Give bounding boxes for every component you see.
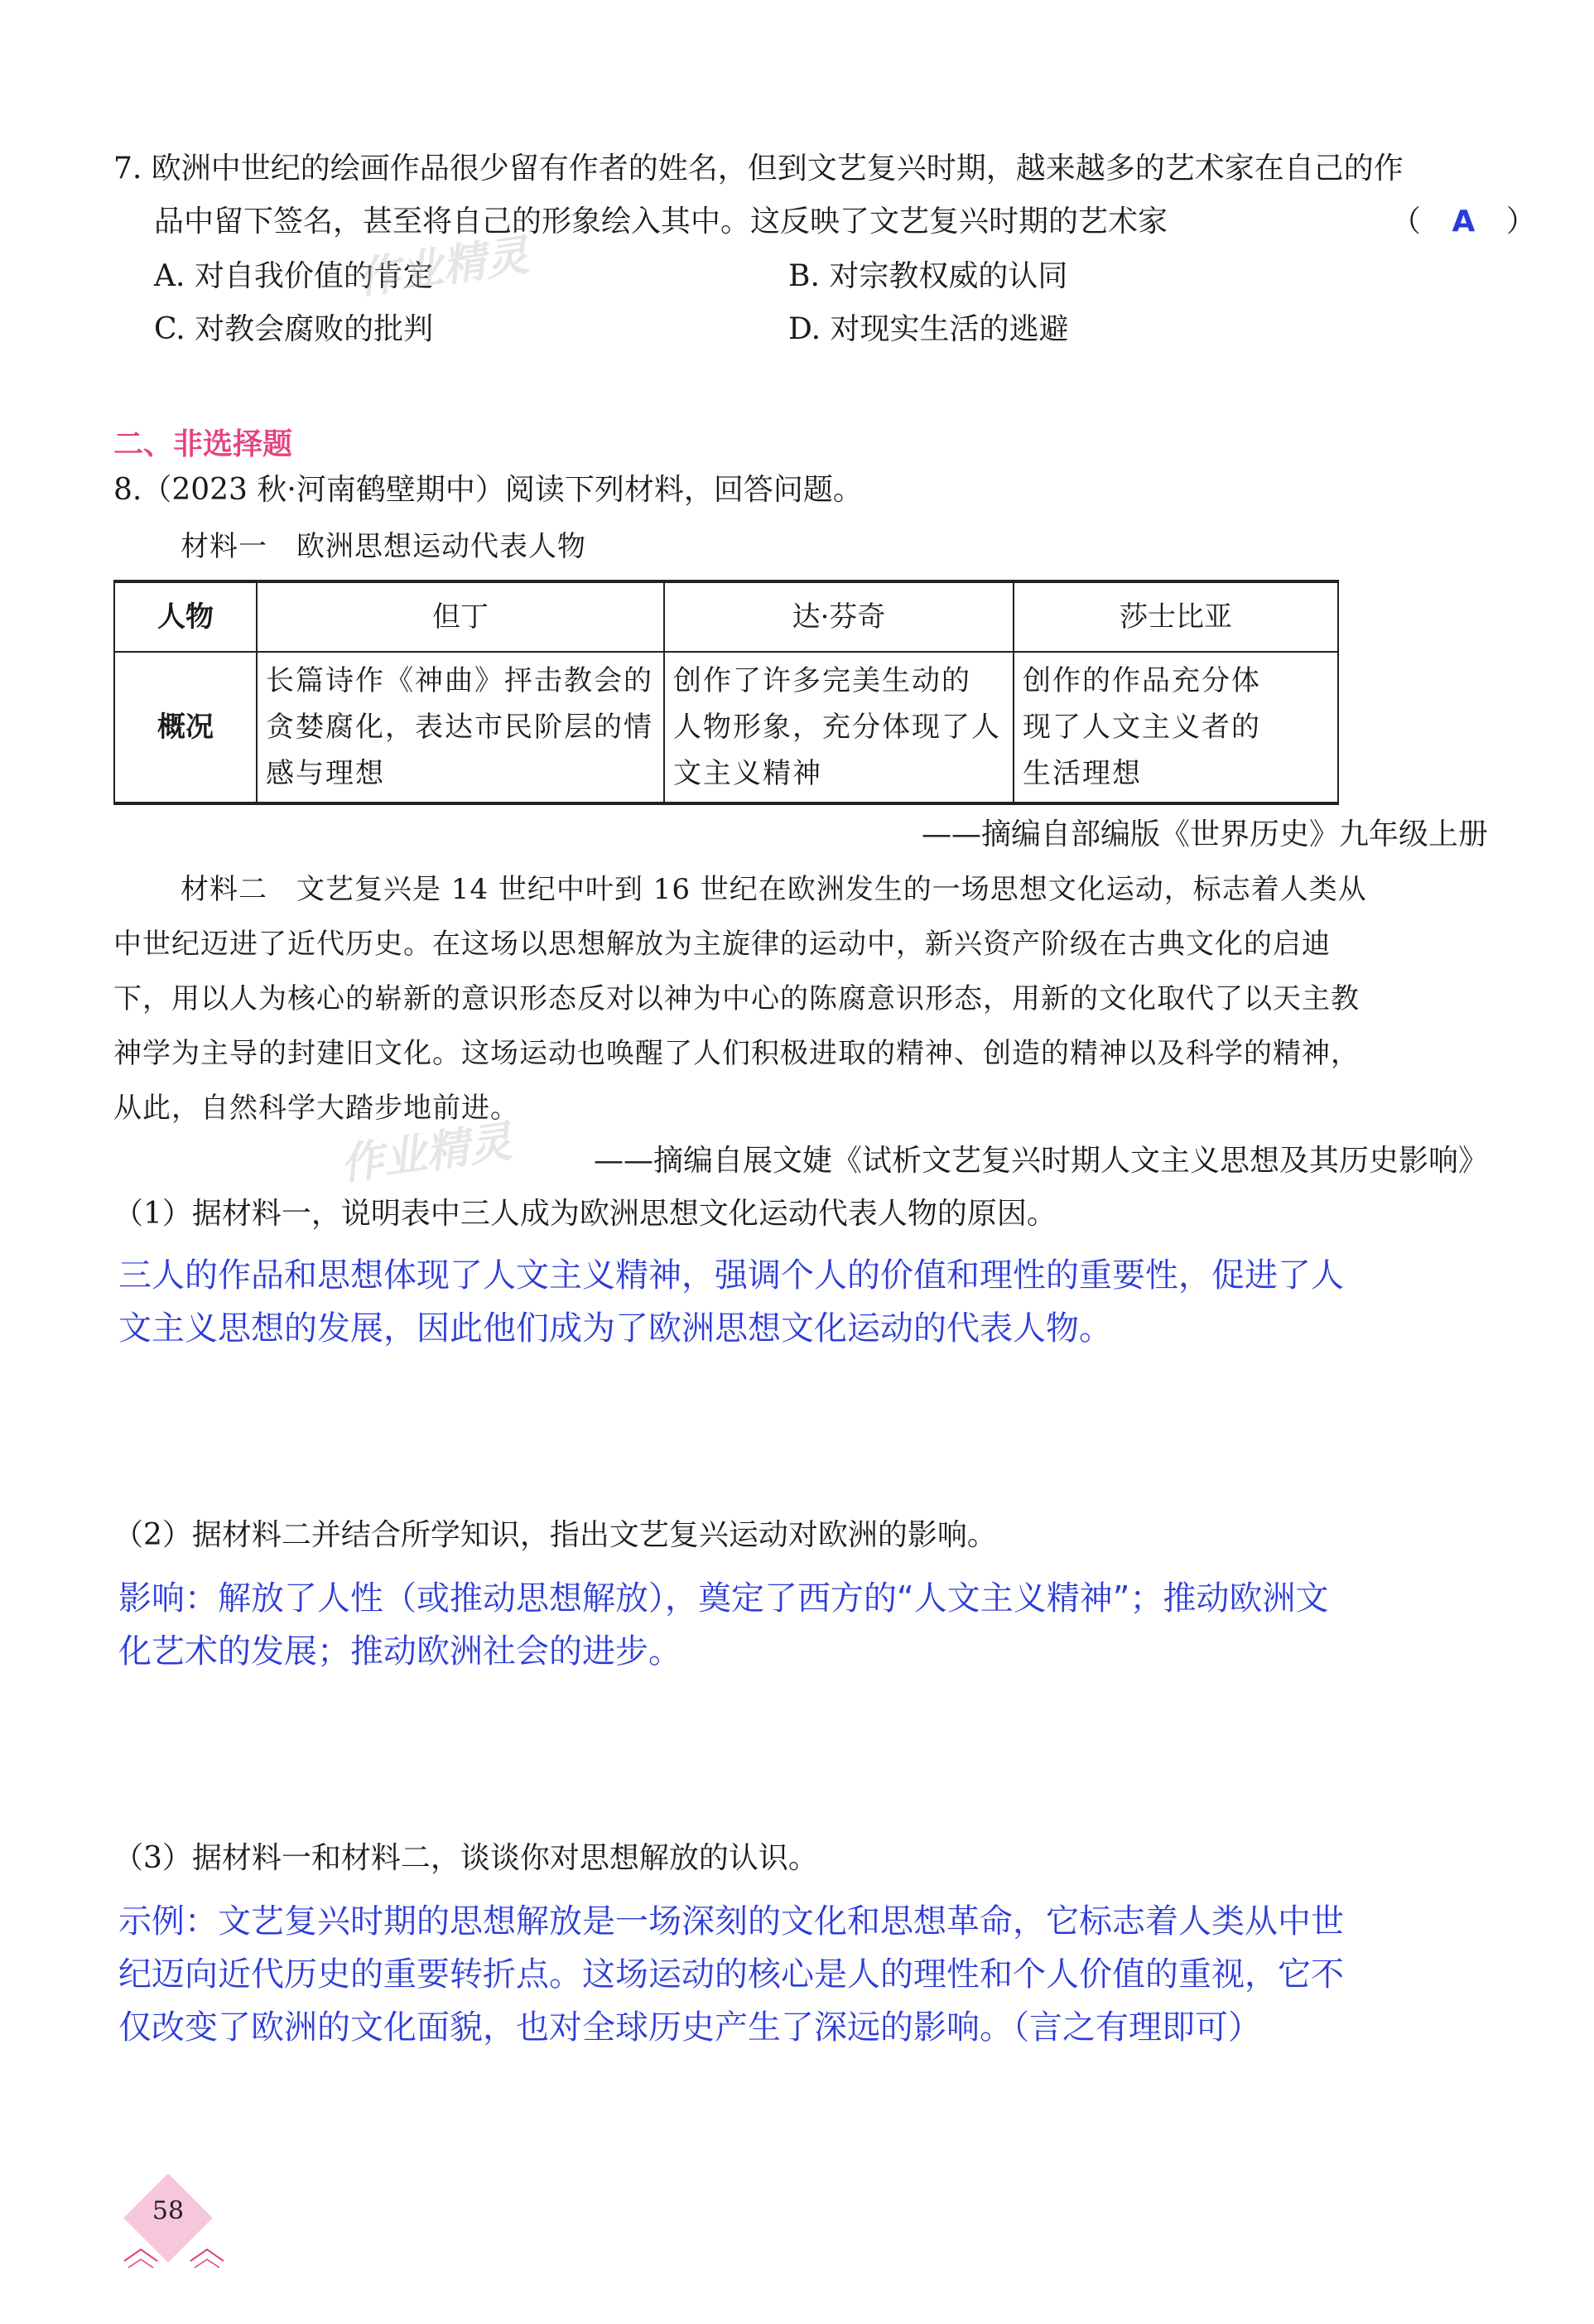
material2-line5: 从此，自然科学大踏步地前进。 xyxy=(113,1092,519,1125)
table-header-people: 人物 xyxy=(114,581,257,652)
summary-line: 人物形象，充分体现了人 xyxy=(673,711,1001,744)
summary-line: 创作的作品充分体 xyxy=(1023,664,1261,697)
summary-line: 生活理想 xyxy=(1023,757,1142,790)
material1-table xyxy=(113,580,1339,805)
q7-option-c: C. 对教会腐败的批判 xyxy=(154,312,434,346)
q8-intro: 8.（2023 秋·河南鹤壁期中）阅读下列材料，回答问题。 xyxy=(113,473,863,507)
q7-option-b: B. 对宗教权威的认同 xyxy=(788,259,1068,293)
q8-sub1-answer-line1: 三人的作品和思想体现了人文主义精神，强调个人的价值和理性的重要性，促进了人 xyxy=(118,1256,1344,1295)
q7-option-a: A. 对自我价值的肯定 xyxy=(154,259,433,293)
table-cell-person: 但丁 xyxy=(257,581,664,652)
material2-source: ——摘编自展文婕《试析文艺复兴时期人文主义思想及其历史影响》 xyxy=(593,1144,1488,1178)
table-row-summary xyxy=(114,652,1338,803)
watermark-logo: 作业精灵 xyxy=(337,1116,515,1191)
q8-sub2-answer-line2: 化艺术的发展；推动欧洲社会的进步。 xyxy=(118,1632,681,1671)
material2-line1: 材料二 文艺复兴是 14 世纪中叶到 16 世纪在欧洲发生的一场思想文化运动，标志着人类从 xyxy=(181,873,1367,906)
page-decoration-chevrons xyxy=(116,2236,232,2269)
summary-line: 贪婪腐化，表达市民阶层的情 xyxy=(266,711,653,744)
q7-stem-line2: 品中留下签名，甚至将自己的形象绘入其中。这反映了文艺复兴时期的艺术家 xyxy=(154,205,1168,239)
q8-sub1-answer-line2: 文主义思想的发展，因此他们成为了欧洲思想文化运动的代表人物。 xyxy=(118,1309,1112,1348)
summary-line: 感与理想 xyxy=(266,757,385,790)
answer-paren-close: ） xyxy=(1505,205,1536,239)
watermark-logo: 作业精灵 xyxy=(354,230,532,305)
q8-sub2-question: （2）据材料二并结合所学知识，指出文艺复兴运动对欧洲的影响。 xyxy=(113,1518,997,1552)
table-cell-summary xyxy=(257,652,664,803)
q8-sub3-question: （3）据材料一和材料二，谈谈你对思想解放的认识。 xyxy=(113,1841,818,1875)
q8-sub3-answer-line3: 仅改变了欧洲的文化面貌，也对全球历史产生了深远的影响。（言之有理即可） xyxy=(118,2008,1261,2047)
table-cell-person: 达·芬奇 xyxy=(664,581,1014,652)
answer-paren-open: （ xyxy=(1391,205,1422,239)
q8-sub1-question: （1）据材料一，说明表中三人成为欧洲思想文化运动代表人物的原因。 xyxy=(113,1197,1057,1231)
page-number: 58 xyxy=(152,2196,185,2225)
material2-line3: 下，用以人为核心的崭新的意识形态反对以神为中心的陈腐意识形态，用新的文化取代了以天主教 xyxy=(113,982,1360,1015)
q7-option-d: D. 对现实生活的逃避 xyxy=(788,312,1069,346)
summary-line: 文主义精神 xyxy=(673,757,822,790)
q7-answer-bracket xyxy=(1391,195,1536,248)
table-cell-summary xyxy=(1014,652,1338,803)
q7-answer: A xyxy=(1452,205,1476,239)
summary-line: 创作了许多完美生动的 xyxy=(673,664,971,697)
material2-line2: 中世纪迈进了近代历史。在这场以思想解放为主旋律的运动中，新兴资产阶级在古典文化的启迪 xyxy=(113,928,1331,961)
section-title: 二、非选择题 xyxy=(113,427,293,461)
summary-line: 现了人文主义者的 xyxy=(1023,711,1261,744)
table-row-people xyxy=(114,581,1338,652)
q8-sub3-answer-line2: 纪迈向近代历史的重要转折点。这场运动的核心是人的理性和个人价值的重视，它不 xyxy=(118,1955,1344,1994)
summary-line: 长篇诗作《神曲》抨击教会的 xyxy=(266,664,653,697)
table-cell-person: 莎士比亚 xyxy=(1014,581,1338,652)
material2-line4: 神学为主导的封建旧文化。这场运动也唤醒了人们积极进取的精神、创造的精神以及科学的精神， xyxy=(113,1037,1360,1070)
material1-source: ——摘编自部编版《世界历史》九年级上册 xyxy=(921,817,1488,851)
table-cell-summary xyxy=(664,652,1014,803)
q7-stem-line1: 7. 欧洲中世纪的绘画作品很少留有作者的姓名，但到文艺复兴时期，越来越多的艺术家在自己的作 xyxy=(113,152,1404,186)
q8-sub2-answer-line1: 影响：解放了人性（或推动思想解放），奠定了西方的“人文主义精神”；推动欧洲文 xyxy=(118,1579,1329,1618)
material1-title: 材料一 欧洲思想运动代表人物 xyxy=(181,530,586,563)
q8-sub3-answer-line1: 示例：文艺复兴时期的思想解放是一场深刻的文化和思想革命，它标志着人类从中世 xyxy=(118,1902,1344,1941)
table-header-summary: 概况 xyxy=(114,652,257,803)
